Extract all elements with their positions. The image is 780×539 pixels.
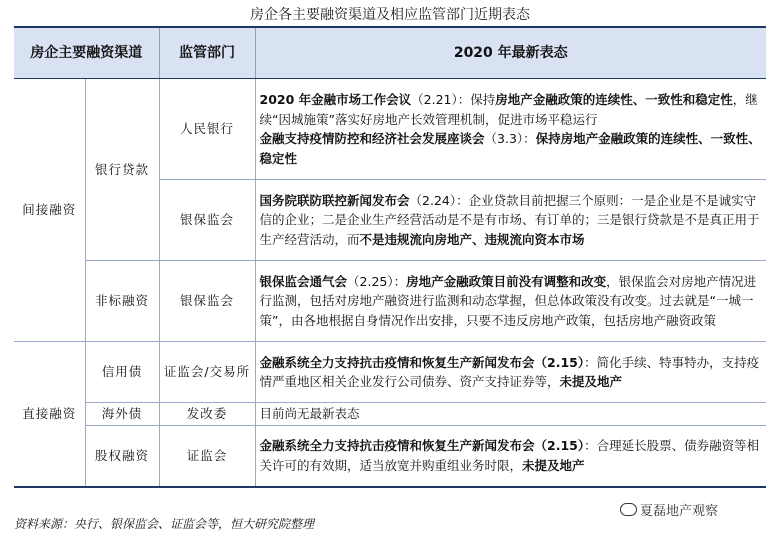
watermark — [618, 500, 720, 519]
table-row — [14, 403, 766, 426]
table-row — [14, 261, 766, 342]
overseas-bond-cell: 海外债 — [85, 403, 159, 426]
equity-key: 未提及地产 — [522, 457, 585, 473]
pboc-key-2: 保持房地产金融政策的连续性、一致性、稳定性 — [259, 131, 761, 166]
equity-cell: 股权融资 — [85, 425, 159, 487]
header-channel: 房企主要融资渠道 — [14, 27, 159, 79]
cbirc-date-2: （2.25）： — [347, 273, 407, 289]
pboc-meeting-2: 金融支持疫情防控和经济社会发展座谈会 — [259, 131, 485, 146]
watermark-label: 夏磊地产观察 — [640, 504, 719, 519]
cbirc-detail-2: ，银保监会对房地产情况进行监测，包括对房地产融资进行监测和动态掌握，但总体政策没有改变。过去就是“一城一策”，由各地根据自身情况作出安排，只要不违反房地产政策，包括房地产融资政策 — [259, 273, 757, 328]
overseas-stance: 目前尚无最新表态 — [255, 403, 766, 426]
equity-date: （2.15） — [534, 438, 585, 453]
dept-pboc: 人民银行 — [159, 79, 255, 180]
dept-csrc-exchange: 证监会/交易所 — [159, 342, 255, 403]
header-stance: 2020 年最新表态 — [255, 27, 766, 79]
wechat-icon — [620, 503, 637, 516]
equity-detail: ：合理延长股票、债券融资等相关许可的有效期，适当放宽并购重组业务时限， — [259, 438, 760, 473]
cbirc-key-2: 房地产金融政策目前没有调整和改变 — [406, 273, 607, 289]
pboc-date-1: （2.21）：保持 — [411, 92, 496, 107]
financing-channels-table — [14, 26, 766, 488]
table-row — [14, 342, 766, 403]
pboc-meeting-1: 2020 年金融市场工作会议 — [259, 92, 412, 107]
source-note: 资料来源：央行、银保监会、证监会等，恒大研究院整理 — [14, 517, 315, 531]
pboc-detail-1: ，继续“因城施策”落实好房地产长效管理机制，促进市场平稳运行 — [259, 92, 758, 127]
dept-ndrc: 发改委 — [159, 403, 255, 426]
table-title: 房企各主要融资渠道及相应监管部门近期表态 — [250, 7, 530, 23]
cbirc-meeting-1: 国务院联防联控新闻发布会 — [259, 192, 410, 208]
cbirc-nonstandard-stance — [255, 261, 766, 342]
indirect-financing-cell: 间接融资 — [14, 79, 85, 342]
header-row — [14, 27, 766, 79]
equity-stance — [255, 425, 766, 487]
header-dept: 监管部门 — [159, 27, 255, 79]
pboc-key-1: 房地产金融政策的连续性、一致性和稳定性 — [495, 92, 733, 107]
cbirc-meeting-2: 银保监会通气会 — [259, 273, 348, 289]
equity-meeting: 金融系统全力支持抗击疫情和恢复生产新闻发布会 — [259, 438, 535, 453]
direct-financing-cell: 直接融资 — [14, 342, 85, 487]
bond-date: （2.15） — [534, 354, 585, 370]
cbirc-detail-1: （2.24）：企业贷款目前把握三个原则：一是企业是不是诚实守信的企业；二是企业生产经营活动是不是有市场、有订单的；三是银行贷款是不是真正用于生产经营活动，而 — [259, 192, 760, 247]
pboc-stance — [255, 79, 766, 180]
bond-stance — [255, 342, 766, 403]
dept-cbirc-2: 银保监会 — [159, 261, 255, 342]
table-row — [14, 425, 766, 487]
bond-detail: ：简化手续、特事特办，支持疫情严重地区相关企业发行公司债券、资产支持证券等， — [259, 354, 760, 389]
table-row — [14, 79, 766, 180]
non-standard-cell: 非标融资 — [85, 261, 159, 342]
bond-meeting: 金融系统全力支持抗击疫情和恢复生产新闻发布会 — [259, 354, 535, 370]
cbirc-key-1: 不是违规流向房地产、违规流向资本市场 — [359, 231, 585, 247]
dept-cbirc-1: 银保监会 — [159, 180, 255, 261]
bond-key: 未提及地产 — [559, 374, 623, 389]
pboc-date-2: （3.3）： — [484, 131, 536, 146]
credit-bond-cell: 信用债 — [85, 342, 159, 403]
dept-csrc: 证监会 — [159, 425, 255, 487]
cbirc-loan-stance — [255, 180, 766, 261]
bank-loan-cell: 银行贷款 — [85, 79, 159, 261]
